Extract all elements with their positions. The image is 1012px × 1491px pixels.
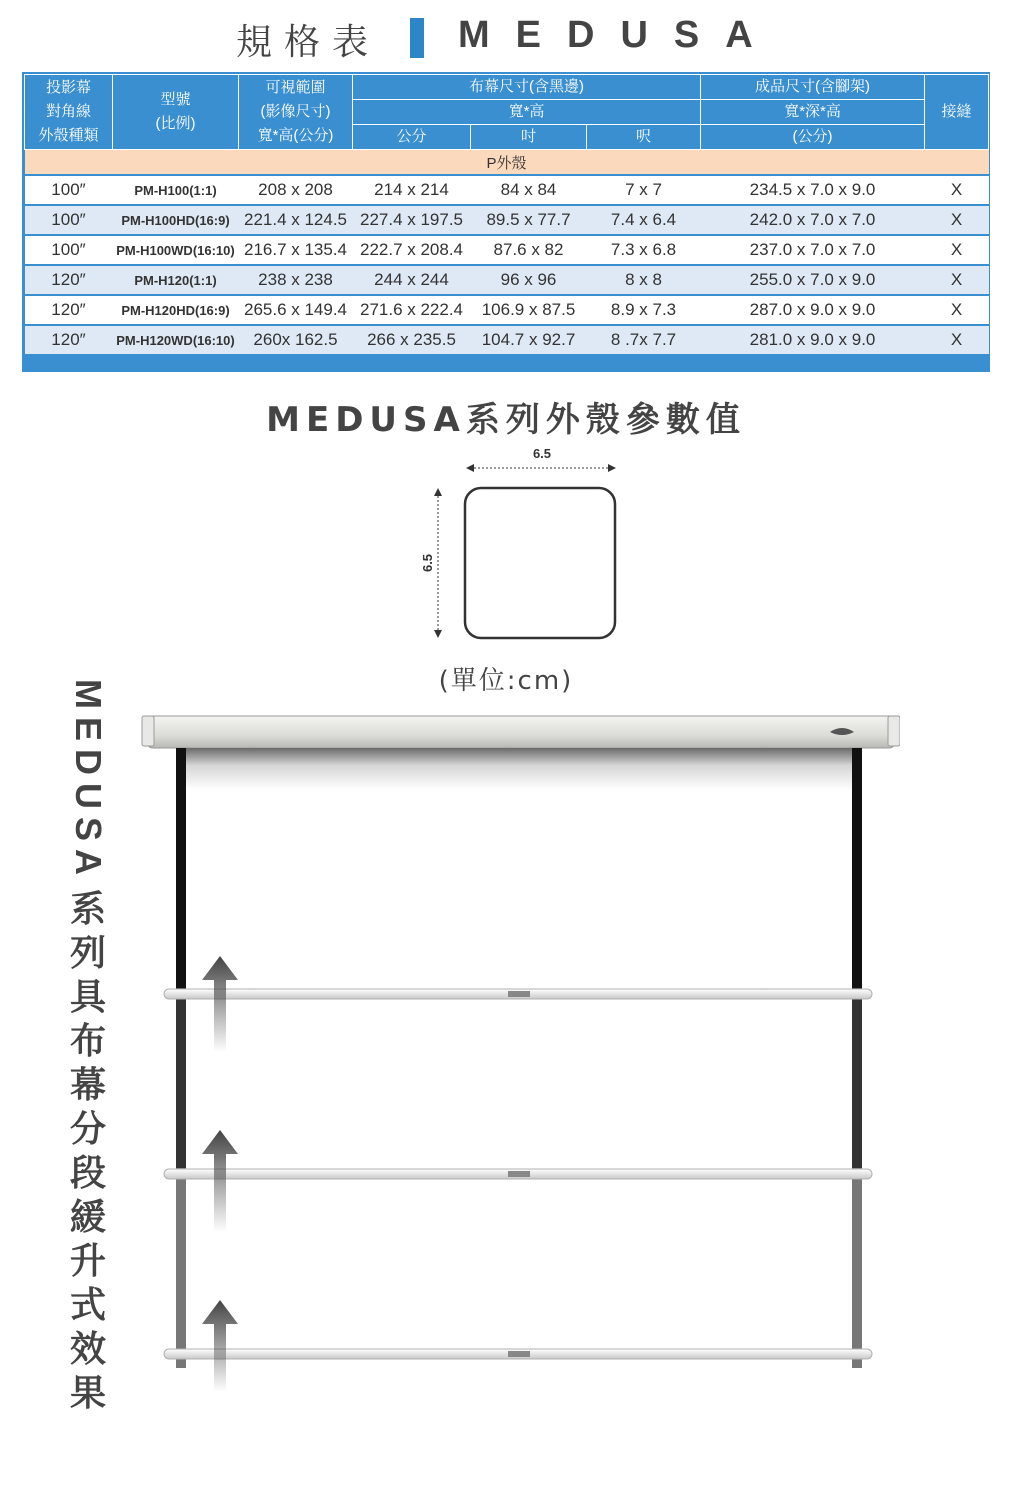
caption-char: 式 bbox=[69, 1285, 106, 1326]
cell-model: PM-H120WD(16:10) bbox=[113, 325, 239, 354]
cell-viewable: 265.6 x 149.4 bbox=[239, 295, 353, 325]
col-header-fabric-label: 布幕尺寸(含黑邊) bbox=[469, 78, 585, 95]
col-header-viewable-line3: 寬*高(公分) bbox=[257, 127, 334, 144]
height-label: 6.5 bbox=[420, 553, 435, 573]
caption-latin: MEDUSA bbox=[68, 678, 109, 883]
spec-table bbox=[24, 74, 989, 354]
table-row bbox=[25, 325, 989, 354]
col-header-diagonal-line1: 投影幕 bbox=[45, 79, 91, 96]
screen-fabric bbox=[176, 748, 862, 1368]
table-row bbox=[25, 265, 989, 295]
col-header-cm: 公分 bbox=[353, 125, 471, 150]
caption-char: 段 bbox=[69, 1153, 106, 1194]
unit-label: (單位:cm) bbox=[438, 666, 574, 696]
cell-product-size: 281.0 x 9.0 x 9.0 bbox=[701, 325, 925, 354]
cell-product-size: 237.0 x 7.0 x 7.0 bbox=[701, 235, 925, 265]
cell-viewable: 208 x 208 bbox=[239, 175, 353, 205]
col-header-foot: 呎 bbox=[587, 125, 701, 150]
cell-seam: X bbox=[925, 205, 989, 235]
col-header-product-label: 成品尺寸(含腳架) bbox=[755, 78, 871, 95]
col-header-model-line2: (比例) bbox=[155, 115, 196, 132]
cell-fabric-foot: 8.9 x 7.3 bbox=[587, 295, 701, 325]
cell-fabric-inch: 104.7 x 92.7 bbox=[471, 325, 587, 354]
col-header-model bbox=[113, 75, 239, 150]
cell-fabric-inch: 106.9 x 87.5 bbox=[471, 295, 587, 325]
housing-profile bbox=[465, 488, 615, 638]
table-row bbox=[25, 205, 989, 235]
housing-title: MEDUSA系列外殼參數值 bbox=[266, 400, 746, 440]
cell-diagonal: 100″ bbox=[25, 205, 113, 235]
cell-viewable: 221.4 x 124.5 bbox=[239, 205, 353, 235]
cell-diagonal: 100″ bbox=[25, 175, 113, 205]
caption-char: 系 bbox=[69, 889, 106, 930]
cell-fabric-cm: 214 x 214 bbox=[353, 175, 471, 205]
table-row bbox=[25, 175, 989, 205]
col-header-product-sub bbox=[701, 100, 925, 125]
cell-diagonal: 120″ bbox=[25, 295, 113, 325]
cell-fabric-cm: 222.7 x 208.4 bbox=[353, 235, 471, 265]
col-header-viewable-line2: (影像尺寸) bbox=[260, 103, 331, 120]
table-row bbox=[25, 295, 989, 325]
caption-char: 升 bbox=[69, 1241, 106, 1282]
cell-fabric-foot: 7.4 x 6.4 bbox=[587, 205, 701, 235]
table-row bbox=[25, 235, 989, 265]
screen-bar-1 bbox=[164, 989, 872, 999]
col-header-product-unit: (公分) bbox=[701, 125, 925, 150]
cell-product-size: 242.0 x 7.0 x 7.0 bbox=[701, 205, 925, 235]
cell-fabric-inch: 96 x 96 bbox=[471, 265, 587, 295]
cell-diagonal: 120″ bbox=[25, 265, 113, 295]
caption-char: 果 bbox=[69, 1373, 106, 1414]
cell-product-size: 255.0 x 7.0 x 9.0 bbox=[701, 265, 925, 295]
col-header-diagonal bbox=[25, 75, 113, 150]
cell-fabric-cm: 227.4 x 197.5 bbox=[353, 205, 471, 235]
cell-seam: X bbox=[925, 325, 989, 354]
cell-viewable: 216.7 x 135.4 bbox=[239, 235, 353, 265]
col-header-seam bbox=[925, 75, 989, 150]
col-header-fabric bbox=[353, 75, 701, 100]
cell-viewable: 260x 162.5 bbox=[239, 325, 353, 354]
caption-char: 列 bbox=[69, 933, 106, 974]
header-title-cn: 規格表 bbox=[236, 22, 381, 63]
screen-bar-2 bbox=[164, 1169, 872, 1179]
cell-diagonal: 120″ bbox=[25, 325, 113, 354]
col-header-diagonal-line2: 對角線 bbox=[45, 103, 91, 120]
caption-char: 幕 bbox=[69, 1065, 106, 1106]
cell-model: PM-H100WD(16:10) bbox=[113, 235, 239, 265]
page-header bbox=[0, 10, 1012, 62]
cell-fabric-cm: 244 x 244 bbox=[353, 265, 471, 295]
col-header-product-sub-label: 寬*深*高 bbox=[784, 103, 841, 120]
section-row-p-housing: P外殼 bbox=[25, 150, 989, 176]
cell-fabric-cm: 271.6 x 222.4 bbox=[353, 295, 471, 325]
col-header-product bbox=[701, 75, 925, 100]
cell-fabric-foot: 8 x 8 bbox=[587, 265, 701, 295]
caption-char: 效 bbox=[69, 1329, 106, 1370]
vertical-caption bbox=[64, 674, 112, 1416]
cell-product-size: 234.5 x 7.0 x 9.0 bbox=[701, 175, 925, 205]
cell-diagonal: 100″ bbox=[25, 235, 113, 265]
cell-product-size: 287.0 x 9.0 x 9.0 bbox=[701, 295, 925, 325]
col-header-viewable bbox=[239, 75, 353, 150]
col-header-inch: 吋 bbox=[471, 125, 587, 150]
cell-seam: X bbox=[925, 265, 989, 295]
cell-seam: X bbox=[925, 235, 989, 265]
spec-table-frame bbox=[22, 72, 990, 372]
cell-fabric-inch: 84 x 84 bbox=[471, 175, 587, 205]
cell-model: PM-H120HD(16:9) bbox=[113, 295, 239, 325]
cell-fabric-inch: 89.5 x 77.7 bbox=[471, 205, 587, 235]
cell-fabric-cm: 266 x 235.5 bbox=[353, 325, 471, 354]
col-header-model-line1: 型號 bbox=[160, 91, 191, 108]
cell-fabric-foot: 7 x 7 bbox=[587, 175, 701, 205]
cell-model: PM-H120(1:1) bbox=[113, 265, 239, 295]
col-header-diagonal-line3: 外殼種類 bbox=[38, 127, 99, 144]
screen-housing bbox=[142, 716, 900, 748]
cell-fabric-inch: 87.6 x 82 bbox=[471, 235, 587, 265]
caption-char: 布 bbox=[69, 1021, 106, 1062]
caption-char: 分 bbox=[69, 1109, 106, 1150]
screen-bar-3 bbox=[164, 1349, 872, 1359]
cell-fabric-foot: 7.3 x 6.8 bbox=[587, 235, 701, 265]
col-header-seam-label: 接縫 bbox=[941, 103, 972, 120]
housing-dimension-diagram bbox=[410, 440, 630, 660]
col-header-fabric-sub bbox=[353, 100, 701, 125]
screen-illustration bbox=[140, 712, 900, 1412]
cell-model: PM-H100(1:1) bbox=[113, 175, 239, 205]
caption-char: 具 bbox=[69, 977, 106, 1018]
caption-char: 緩 bbox=[69, 1197, 106, 1238]
col-header-viewable-line1: 可視範圍 bbox=[265, 79, 326, 96]
cell-fabric-foot: 8 .7x 7.7 bbox=[587, 325, 701, 354]
cell-seam: X bbox=[925, 295, 989, 325]
cell-viewable: 238 x 238 bbox=[239, 265, 353, 295]
header-title-en: MEDUSA bbox=[458, 14, 779, 56]
header-divider bbox=[410, 18, 424, 58]
col-header-fabric-sub-label: 寬*高 bbox=[508, 103, 545, 120]
width-label: 6.5 bbox=[532, 446, 552, 461]
cell-seam: X bbox=[925, 175, 989, 205]
cell-model: PM-H100HD(16:9) bbox=[113, 205, 239, 235]
